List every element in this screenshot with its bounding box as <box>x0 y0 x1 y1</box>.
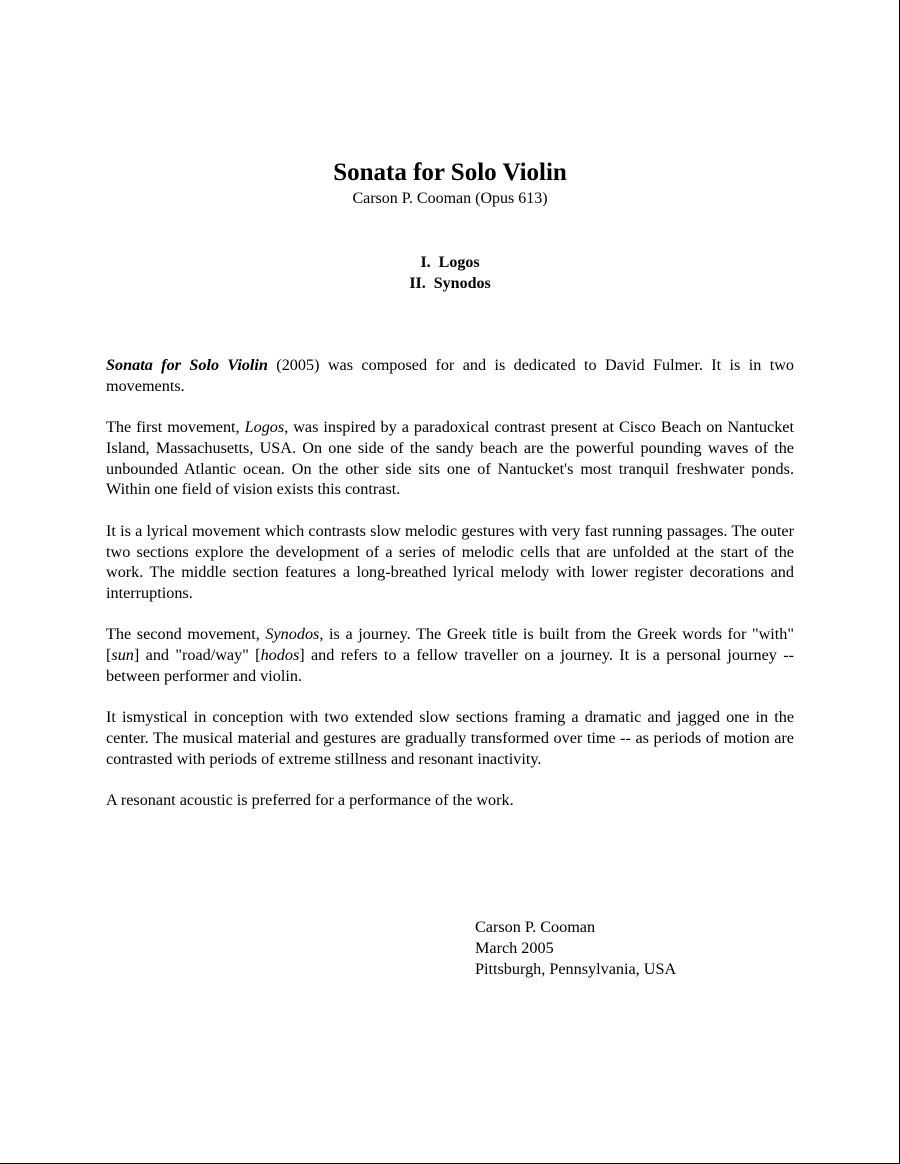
paragraph-text: The second movement, <box>106 625 266 644</box>
page-subtitle: Carson P. Cooman (Opus 613) <box>352 190 548 207</box>
paragraph-text: , is a journey. The Greek title is built from the Greek words for "with" [ <box>106 625 795 665</box>
movement-item-logos: I. Logos <box>420 254 480 271</box>
signature-place: Pittsburgh, Pennsylvania, USA <box>475 960 677 978</box>
paragraph-text: A resonant acoustic is preferred for a performance of the work. <box>106 791 514 810</box>
signature-name: Carson P. Cooman <box>475 918 596 936</box>
signature-date: March 2005 <box>475 939 554 957</box>
work-title-italic: Sonata for Solo Violin <box>106 356 268 374</box>
paragraph-dedication <box>106 355 794 397</box>
paragraph-text: ] and refers to a fellow traveller on a journey. It is a personal journey -- between performer and violin. <box>106 646 794 686</box>
paragraph-text: (2005) was composed for and is dedicated to David Fulmer. It is in two movements. <box>106 356 794 395</box>
movement-item-synodos: II. Synodos <box>409 275 491 292</box>
paragraph-text: The first movement, <box>106 418 245 437</box>
movement-name-italic: Synodos <box>265 625 320 644</box>
signature-block <box>475 917 676 980</box>
paragraph-text: It is a lyrical movement which contrasts slow melodic gestures with very fast running passages. The outer two sections explore the development of a series of melodic cells that are unfolded at the start of the work. The middle section features a long-breathed lyrical melody with lower register decorations and interruptions. <box>106 521 794 603</box>
paragraph-mystical <box>106 707 794 769</box>
paragraph-text: ] and "road/way" [ <box>133 646 261 665</box>
paragraph-synodos <box>106 624 794 686</box>
paragraph-acoustic <box>106 790 794 811</box>
greek-word-italic: hodos <box>260 646 300 665</box>
program-notes <box>106 355 794 832</box>
paragraph-lyrical <box>106 521 794 604</box>
paragraph-text: , was inspired by a paradoxical contrast present at Cisco Beach on Nantucket Island, Massachusetts, USA. On one side of the sandy beach are the powerful pounding waves of the unbounded Atlantic ocean. On the other side sits one of Nantucket's most tranquil freshwater ponds. Within one field of vision exists this contrast. <box>106 418 794 499</box>
movement-list <box>0 252 900 294</box>
greek-word-italic: sun <box>111 646 134 665</box>
movement-name-italic: Logos <box>244 418 285 437</box>
page-title: Sonata for Solo Violin <box>333 159 567 186</box>
paragraph-text: It ismystical in conception with two extended slow sections framing a dramatic and jagged one in the center. The musical material and gestures are gradually transformed over time -- as periods of motion are contrasted with periods of extreme stillness and resonant inactivity. <box>106 708 794 768</box>
paragraph-logos <box>106 417 794 500</box>
